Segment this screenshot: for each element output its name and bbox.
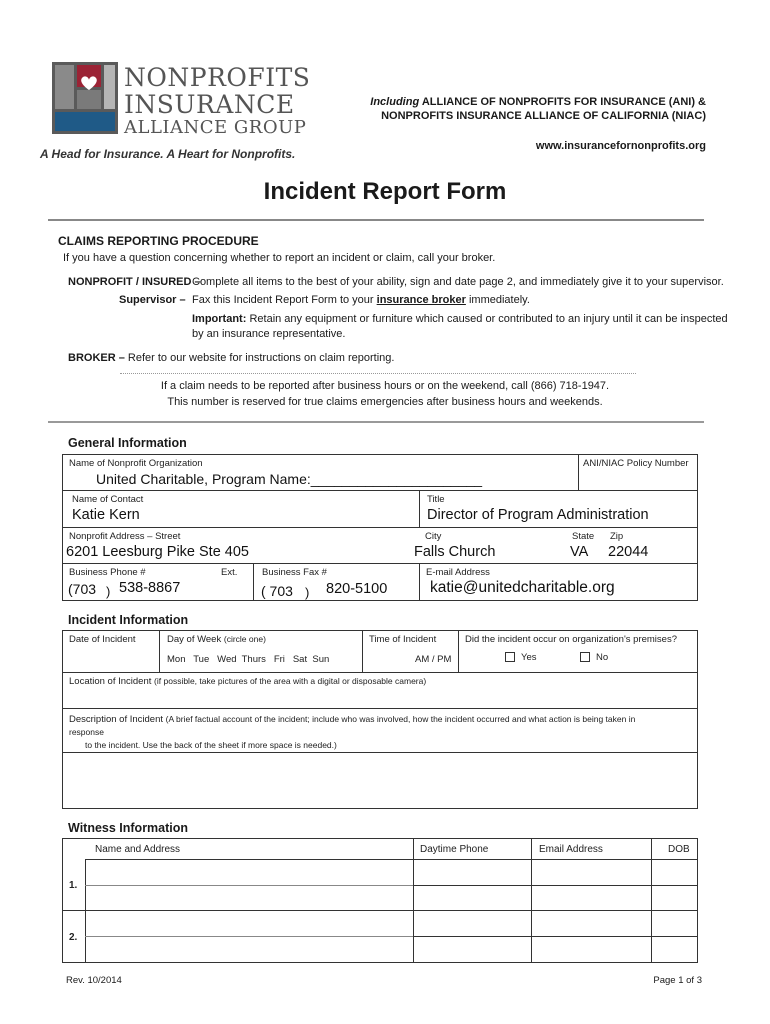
witness-phone-header: Daytime Phone xyxy=(420,844,489,855)
after-hours-1: If a claim needs to be reported after business hours or on the weekend, call (866) 718-1947. xyxy=(160,380,610,392)
general-heading: General Information xyxy=(68,436,187,450)
policy-label: ANI/NIAC Policy Number xyxy=(583,458,689,469)
logo-mark xyxy=(52,62,118,134)
description-field[interactable] xyxy=(63,753,697,808)
witness-row-2-label: 2. xyxy=(69,932,78,943)
email-field[interactable]: katie@unitedcharitable.org xyxy=(430,579,615,596)
tagline: A Head for Insurance. A Heart for Nonprofits. xyxy=(40,147,296,161)
section-rule xyxy=(48,421,704,423)
contact-field[interactable]: Katie Kern xyxy=(72,507,140,523)
dotted-divider xyxy=(120,373,636,374)
page-number: Page 1 of 3 xyxy=(653,975,702,986)
phone-field[interactable]: 538-8867 xyxy=(119,580,181,596)
address-label: Nonprofit Address – Street xyxy=(69,531,181,542)
after-hours-2: This number is reserved for true claims emergencies after business hours and weekends. xyxy=(167,396,603,408)
claims-heading: CLAIMS REPORTING PROCEDURE xyxy=(58,234,259,248)
am-pm-option[interactable]: AM / PM xyxy=(415,654,452,665)
ext-label: Ext. xyxy=(221,567,238,578)
premises-label: Did the incident occur on organization's premises? xyxy=(465,634,677,645)
city-field[interactable]: Falls Church xyxy=(414,544,496,560)
witness-name-header: Name and Address xyxy=(95,844,181,855)
yes-checkbox[interactable] xyxy=(505,652,515,662)
premises-yes-option[interactable]: Yes xyxy=(505,652,537,663)
fax-area-code[interactable]: ( 703 xyxy=(261,583,293,599)
witness-dob-header: DOB xyxy=(668,844,690,855)
org-field[interactable]: United Charitable, Program Name:______________________ xyxy=(96,471,483,487)
state-label: State xyxy=(572,531,595,542)
email-label: E-mail Address xyxy=(426,567,490,578)
city-label: City xyxy=(425,531,442,542)
title-rule xyxy=(48,219,704,221)
contact-label: Name of Contact xyxy=(72,494,144,505)
revision-label: Rev. 10/2014 xyxy=(66,975,122,986)
title-field[interactable]: Director of Program Administration xyxy=(427,507,649,523)
zip-field[interactable]: 22044 xyxy=(608,544,649,560)
important-note-2: by an insurance representative. xyxy=(192,328,346,340)
insurance-broker-link[interactable]: insurance broker xyxy=(376,294,466,306)
including-line-2: NONPROFITS INSURANCE ALLIANCE OF CALIFORNIA (NIAC) xyxy=(381,110,706,122)
date-label: Date of Incident xyxy=(69,634,136,645)
policy-number-field[interactable] xyxy=(580,470,697,489)
address-field[interactable]: 6201 Leesburg Pike Ste 405 xyxy=(66,544,249,560)
fax-paren: ) xyxy=(305,585,310,600)
important-note: Important: Retain any equipment or furniture which caused or contributed to an injury until it can be inspected xyxy=(192,313,728,325)
day-of-week-options[interactable]: Mon Tue Wed Thurs Fri Sat Sun xyxy=(167,654,330,665)
logo-line-2: INSURANCE xyxy=(124,90,295,119)
website-link[interactable]: www.insurancefornonprofits.org xyxy=(535,140,706,152)
logo-line-3: ALLIANCE GROUP xyxy=(124,117,307,138)
org-label: Name of Nonprofit Organization xyxy=(69,458,203,469)
title-label: Title xyxy=(427,494,445,505)
witness-email-header: Email Address xyxy=(539,844,603,855)
location-label: Location of Incident (if possible, take pictures of the area with a digital or disposable camera) xyxy=(69,676,427,687)
premises-no-option[interactable]: No xyxy=(580,652,608,663)
dow-label: Day of Week (circle one) xyxy=(167,634,266,645)
claims-intro: If you have a question concerning whether to report an incident or claim, call your broker. xyxy=(63,252,496,264)
no-checkbox[interactable] xyxy=(580,652,590,662)
fax-field[interactable]: 820-5100 xyxy=(326,581,388,597)
phone-paren: ) xyxy=(106,584,111,599)
witness-row-1-label: 1. xyxy=(69,880,78,891)
zip-label: Zip xyxy=(610,531,624,542)
incident-heading: Incident Information xyxy=(68,613,189,627)
description-label: Description of Incident (A brief factual account of the incident; include who was involved, how the incident occurred and what action is being taken in response to the incident. Use the back of the sheet if more space is needed.) xyxy=(69,714,636,750)
nonprofit-text: Complete all items to the best of your ability, sign and date page 2, and immediately give it to your supervisor. xyxy=(192,276,724,288)
fax-label: Business Fax # xyxy=(262,567,327,578)
witness-heading: Witness Information xyxy=(68,821,189,835)
broker-note: BROKER – Refer to our website for instructions on claim reporting. xyxy=(68,352,395,364)
supervisor-text: Fax this Incident Report Form to your insurance broker immediately. xyxy=(192,294,530,306)
date-field[interactable] xyxy=(63,648,158,670)
state-field[interactable]: VA xyxy=(570,544,589,560)
phone-label: Business Phone # xyxy=(69,567,146,578)
including-line-1: Including ALLIANCE OF NONPROFITS FOR INSURANCE (ANI) & xyxy=(370,96,706,108)
witness-table xyxy=(62,838,698,963)
supervisor-label: Supervisor – xyxy=(119,294,186,306)
nonprofit-label: NONPROFIT / INSURED – xyxy=(68,276,201,288)
location-field[interactable] xyxy=(63,688,697,707)
phone-area-code[interactable]: (703 xyxy=(68,581,97,597)
logo-line-1: NONPROFITS xyxy=(124,63,311,92)
time-label: Time of Incident xyxy=(369,634,437,645)
page-title: Incident Report Form xyxy=(263,178,507,205)
